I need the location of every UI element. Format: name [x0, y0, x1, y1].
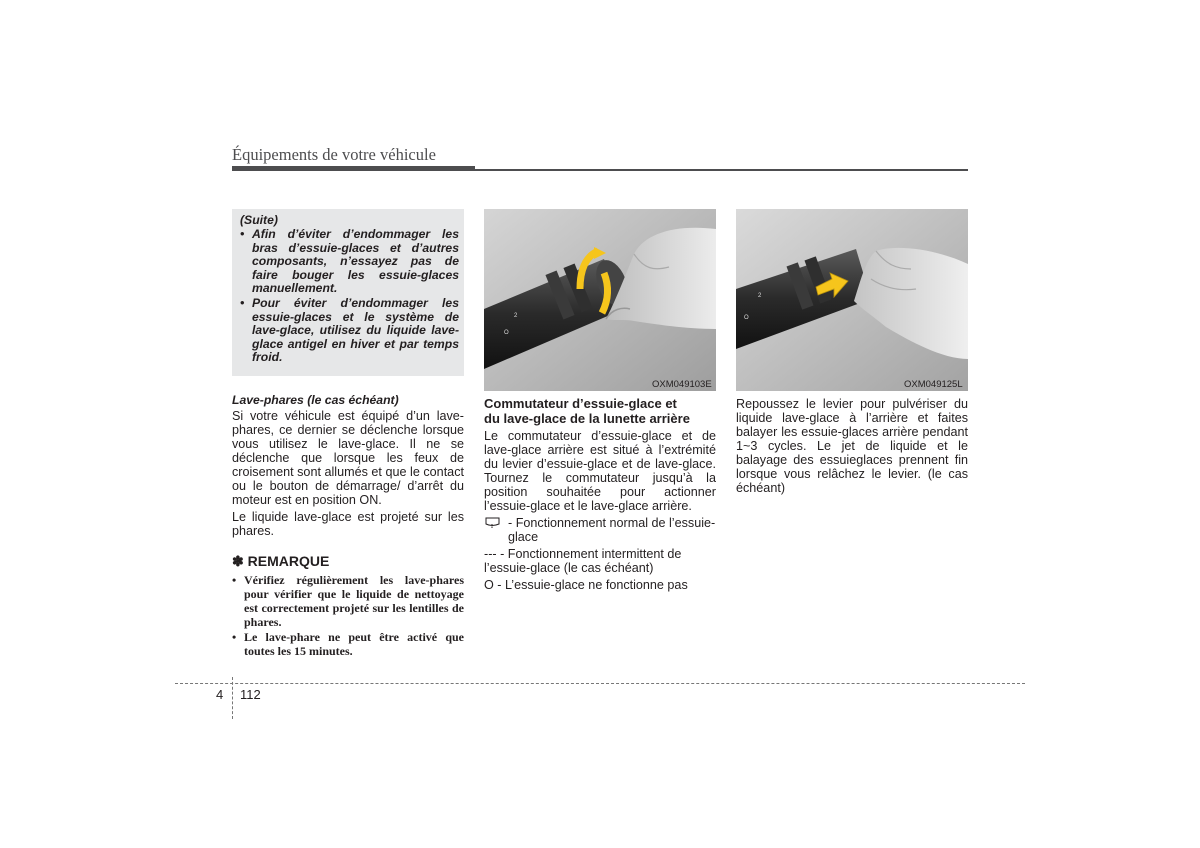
warning-item: • Pour éviter d’endommager les essuie-glaces et le système de lave-glace, utilisez du liquide lave-glace antigel en hiver et par temps froid. [240, 296, 459, 365]
wiper-icon [484, 516, 508, 544]
remark-title: ✽ REMARQUE [232, 553, 330, 569]
rotate-switch-illustration [484, 209, 716, 391]
image-caption: OXM049103E [652, 379, 712, 390]
bullet-icon: • [232, 629, 237, 644]
mode-item: --- - Fonctionnement intermittent de l’essuie-glace (le cas échéant) [484, 547, 682, 575]
headlamp-washer-paragraph-2: Le liquide lave-glace est projeté sur les phares. [232, 510, 464, 538]
headlamp-washer-subheading: Lave-phares (le cas échéant) [232, 393, 399, 407]
headlamp-washer-paragraph: Si votre véhicule est équipé d’un lave-phares, ce dernier se déclenche lorsque vous utilisez le lave-glace. Il ne se déclenche que lorsque les feux de croisement sont allumés et que le contact ou le bouton de démarrage/ d’arrêt du moteur est en position ON. [232, 409, 464, 507]
bullet-icon: • [240, 227, 245, 242]
section-heading-line1: Commutateur d’essuie-glace et [484, 396, 677, 411]
push-lever-illustration [736, 209, 968, 391]
bullet-icon: • [232, 573, 237, 587]
svg-text:O: O [744, 315, 749, 321]
page-number: 112 [240, 687, 261, 702]
right-column [736, 397, 968, 495]
rear-washer-paragraph: Repoussez le levier pour pulvériser du liquide lave-glace à l’arrière et faites balayer les essuie-glaces arrière pendant 1~3 cycles. Le jet de liquide et le balayage des essuieglaces prennent fin lorsque vous relâchez le levier. (le cas échéant) [736, 397, 968, 495]
mode-item: - Fonctionnement normal de l’essuie-glace [484, 516, 716, 544]
remark-item: • Vérifiez régulièrement les lave-phares pour vérifier que le liquide de nettoyage est correctement projeté sur les lentilles de phares. [232, 573, 464, 629]
image-caption: OXM049125L [904, 379, 963, 390]
page-header-title: Équipements de votre véhicule [232, 145, 436, 164]
warning-item: • Afin d’éviter d’endommager les bras d’essuie-glaces et d’autres composants, n’essayez pas de faire bouger les essuie-glaces manuellement. [240, 227, 459, 296]
mode-item: O - L’essuie-glace ne fonctionne pas [484, 578, 688, 592]
svg-text:2: 2 [514, 313, 518, 319]
svg-text:O: O [504, 330, 509, 336]
header-rule-thin [475, 169, 968, 171]
middle-column [484, 397, 716, 592]
rear-wiper-paragraph: Le commutateur d’essuie-glace et de lave-glace arrière est situé à l’extrémité du levier d’essuie-glace et de lave-glace. Tournez le commutateur jusqu’à la position souhaitée pour actionner l’essuie-glace et le lave-glace arrière. [484, 429, 716, 513]
footer-rule [175, 683, 1025, 684]
remark-list [232, 574, 464, 658]
left-column [232, 393, 464, 538]
svg-text:2: 2 [758, 293, 762, 299]
header-rule-thick [232, 166, 475, 171]
warning-continued-label: (Suite) [240, 213, 278, 227]
remark-item: • Le lave-phare ne peut être activé que toutes les 15 minutes. [232, 629, 464, 658]
section-number: 4 [216, 687, 224, 702]
rear-wiper-switch-photo [484, 209, 716, 391]
section-heading-line2: du lave-glace de la lunette arrière [484, 410, 690, 426]
bullet-icon: • [240, 296, 245, 311]
footer-divider [232, 677, 233, 719]
rear-washer-lever-photo [736, 209, 968, 391]
warning-box [232, 209, 464, 376]
